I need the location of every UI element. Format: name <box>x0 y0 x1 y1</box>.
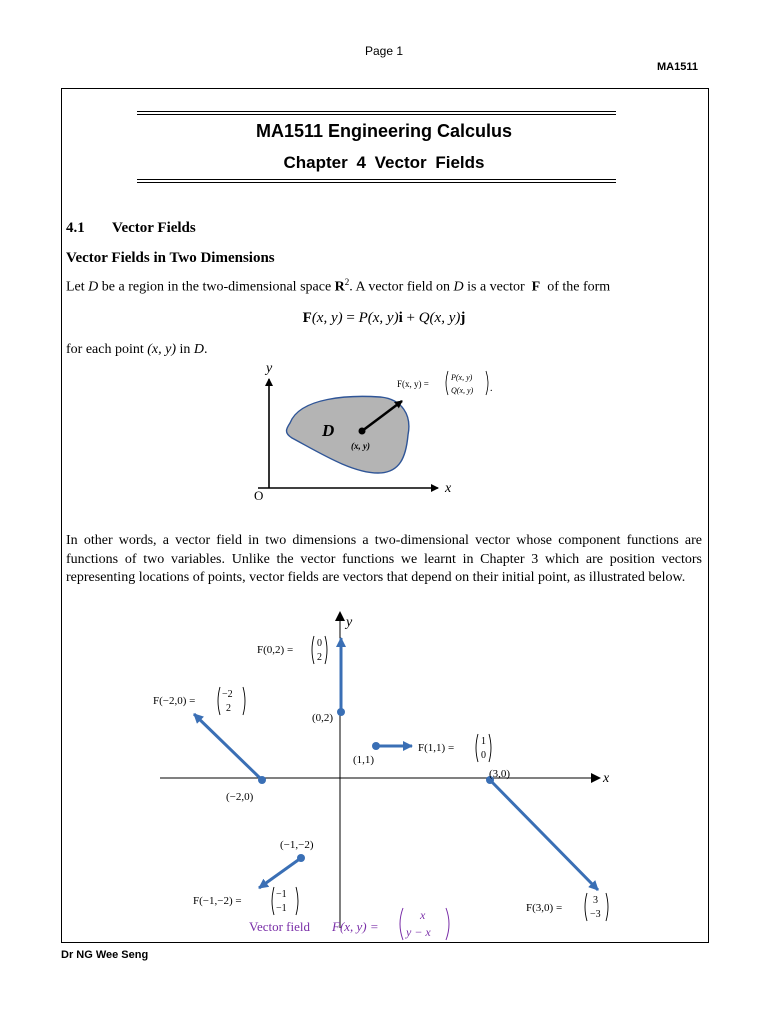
vector-arrow <box>490 780 598 890</box>
region-D <box>287 396 409 473</box>
field-symbol: F <box>531 279 541 295</box>
vector-top: 0 <box>317 638 322 649</box>
vector-neg2-0 <box>153 687 266 803</box>
intro-part: of the form <box>543 279 611 295</box>
point-text <box>66 342 208 358</box>
vector-base-point <box>297 854 305 862</box>
chapter-title: Chapter 4 Vector Fields <box>283 153 485 172</box>
course-code: MA1511 <box>657 61 698 73</box>
intro-part: be a region in the two-dimensional space <box>98 279 335 295</box>
left-paren <box>272 887 274 915</box>
formula-F: F <box>302 310 312 326</box>
vector-f-label: F(1,1) = <box>418 742 455 754</box>
right-paren <box>296 887 298 915</box>
vector-bottom: 2 <box>226 703 231 714</box>
vector-point-label: (1,1) <box>353 754 375 766</box>
vector-f-label: F(−2,0) = <box>153 695 196 707</box>
region-symbol: D <box>193 342 205 357</box>
caption-top: x <box>420 908 426 922</box>
point-text-part: for each point <box>66 342 148 357</box>
field-formula <box>0 310 768 327</box>
point-symbol: (x, y) <box>147 342 177 357</box>
right-paren <box>606 893 608 921</box>
vector-bottom: 0 <box>481 750 486 761</box>
explanation-paragraph: In other words, a vector field in two dimensions a two-dimensional vector whose component functions are functions of two variables. Unlike the vector functions we learnt in Chapter 3 which are position vectors representing locations of points, vector fields are vectors that depend on their initial point, as illustrated below. <box>66 533 702 585</box>
x-axis-label: x <box>603 771 610 786</box>
point-text-part: in <box>176 342 194 357</box>
vector-base-point <box>258 776 266 784</box>
region-diagram <box>240 355 520 505</box>
region-symbol: D <box>88 279 99 295</box>
vector-bottom: 2 <box>317 652 322 663</box>
formula-plus: + <box>402 310 419 326</box>
left-paren <box>446 371 448 395</box>
page-number: Page 1 <box>364 44 404 58</box>
vector-top: 1 <box>481 736 486 747</box>
vector-1-1 <box>353 734 491 766</box>
f-dot: . <box>490 383 493 394</box>
title-rule-bottom-2 <box>137 182 616 183</box>
vector-point-label: (−1,−2) <box>280 839 314 851</box>
vector-arrow <box>259 858 301 888</box>
y-axis-label: y <box>266 361 273 376</box>
right-paren <box>489 734 491 762</box>
formula-P: P(x, y) <box>358 310 399 326</box>
vector-base-point <box>372 742 380 750</box>
vector-base-point <box>337 708 345 716</box>
caption-bottom: y − x <box>406 925 431 939</box>
y-axis-label: y <box>346 615 353 630</box>
vector-field-diagram <box>153 608 620 943</box>
vector-point-label: (0,2) <box>312 712 334 724</box>
title-rule-top-1 <box>137 111 616 112</box>
formula-eq: = <box>342 310 359 326</box>
intro-part: Let <box>66 279 89 295</box>
point-text-part: . <box>204 342 208 357</box>
vector-arrow <box>194 714 262 780</box>
vector-point-label: (3,0) <box>489 768 511 780</box>
r-symbol: R <box>334 279 345 295</box>
caption-text: Vector field <box>249 919 311 934</box>
title-rule-top-2 <box>137 114 616 115</box>
vector-f-label: F(3,0) = <box>526 902 563 914</box>
r-exponent: 2 <box>344 277 350 287</box>
title-rule-bottom-1 <box>137 179 616 180</box>
intro-text <box>66 277 610 296</box>
right-paren <box>325 636 327 664</box>
formula-Q: Q(x, y) <box>418 310 461 326</box>
section-number: 4.1 <box>66 220 85 236</box>
vector-0-2 <box>257 636 345 724</box>
f-bottom: Q(x, y) <box>451 386 474 395</box>
vector-bottom: −1 <box>276 903 287 914</box>
region-label: D <box>322 421 335 440</box>
vector-top: −1 <box>276 889 287 900</box>
document-title: MA1511 Engineering Calculus <box>255 121 513 141</box>
vector-bottom: −3 <box>590 909 601 920</box>
vector-top: 3 <box>593 895 598 906</box>
vector-neg1-neg2 <box>193 839 314 915</box>
left-paren <box>218 687 220 715</box>
f-label: F(x, y) = <box>397 379 429 389</box>
x-axis-label: x <box>445 481 452 496</box>
caption-left-paren <box>400 908 403 940</box>
vector-top: −2 <box>222 689 233 700</box>
vector-3-0 <box>486 768 608 921</box>
intro-part: . A vector field on <box>349 279 454 295</box>
f-top: P(x, y) <box>451 373 473 382</box>
right-paren <box>486 371 488 395</box>
intro-part: is a vector <box>463 279 529 295</box>
region-symbol: D <box>453 279 464 295</box>
formula-args: (x, y) <box>311 310 343 326</box>
caption-right-paren <box>446 908 449 940</box>
section-title: Vector Fields <box>112 220 196 236</box>
base-point <box>359 428 366 435</box>
left-paren <box>312 636 314 664</box>
left-paren <box>476 734 478 762</box>
right-paren <box>243 687 245 715</box>
formula-i: i <box>398 310 403 326</box>
left-paren <box>585 893 587 921</box>
point-label: (x, y) <box>351 441 370 451</box>
vector-f-label: F(0,2) = <box>257 644 294 656</box>
footer-author: Dr NG Wee Seng <box>61 949 149 961</box>
section-heading <box>66 220 196 237</box>
vector-f-label: F(−1,−2) = <box>193 895 242 907</box>
origin-label: O <box>254 488 264 503</box>
vector-point-label: (−2,0) <box>226 791 254 803</box>
formula-j: j <box>460 310 466 326</box>
subsection-heading: Vector Fields in Two Dimensions <box>66 250 275 266</box>
caption-formula: F(x, y) = <box>332 919 379 934</box>
